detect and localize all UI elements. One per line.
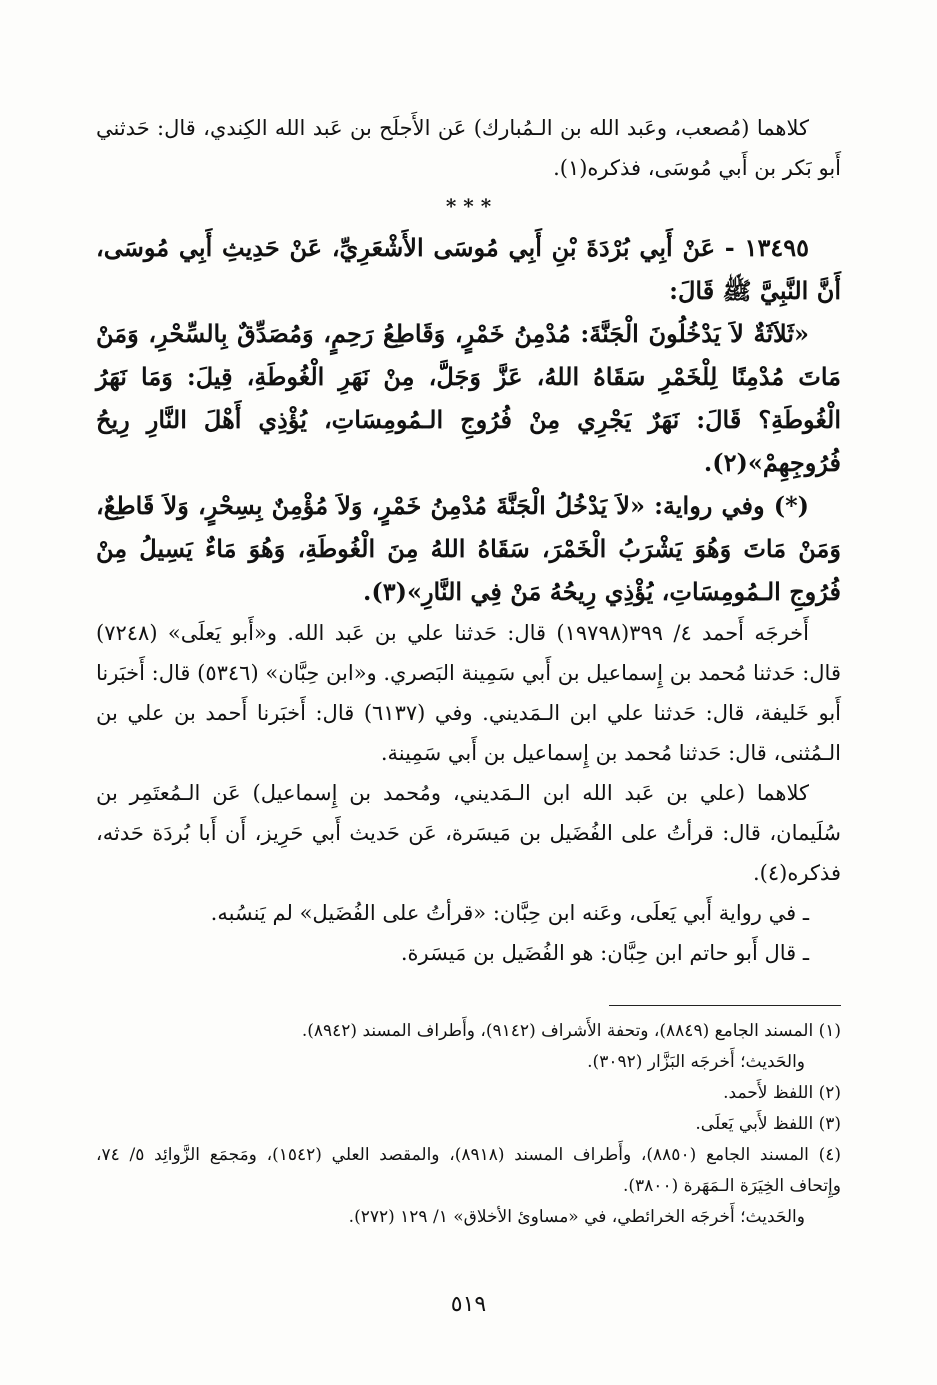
note-abu-hatim: ـ قال أَبو حاتم ابن حِبَّان: هو الفُضَيل بن مَيسَرة.	[400, 941, 809, 965]
page-number: ٥١٩	[450, 1292, 487, 1317]
footnote-divider	[609, 1005, 841, 1006]
footnote-1-continuation: والحَديث؛ أَخرجَه البَزَّار (٣٠٩٢).	[587, 1052, 805, 1072]
section-separator-stars: * * *	[445, 194, 492, 218]
footnotes	[96, 1016, 841, 1233]
hadith-variant-riwaya: (*) وفي رواية: «لاَ يَدْخُلُ الْجَنَّةَ مُدْمِنُ خَمْرٍ، وَلاَ مُؤْمِنٌ بِسِحْرٍ، وَلاَ قَاطِعٌ، وَمَنْ مَاتَ وَهُوَ يَشْرَبُ الْخَمْرَ، سَقَاهُ اللهُ مِنَ الْغُوطَةِ، وَهُوَ مَاءٌ يَسِيلُ مِنْ فُرُوجِ الـمُومِسَاتِ، يُؤْذِي رِيحُهُ مَنْ فِي النَّارِ»(٣).	[96, 491, 841, 606]
note-riwaya-abi-yala: ـ في رواية أَبي يَعلَى، وعَنه ابن حِبَّان: «قرأتُ على الفُضَيل» لم يَنسُبه.	[210, 901, 809, 925]
footnote-4-continuation: والحَديث؛ أَخرجَه الخرائطي، في «مساوئ الأخلاق» ١/ ١٢٩ (٢٧٢).	[348, 1207, 805, 1227]
paragraph-kilahuma-1: كلاهما (مُصعب، وعَبد الله بن الـمُبارك) عَن الأَجلَح بن عَبد الله الكِندي، قال: حَدثني أَبو بَكر بن أَبي مُوسَى، فذكره(١).	[96, 116, 841, 180]
takhrij-paragraph: أَخرجَه أَحمد ٤/ ٣٩٩(١٩٧٩٨) قال: حَدثنا علي بن عَبد الله. و«أَبو يَعلَى» (٧٢٤٨) قال: حَدثنا مُحمد بن إِسماعيل بن أَبي سَمِينة البَصري. و«ابن حِبَّان» (٥٣٤٦) قال: أَخبَرنا أَبو خَليفة، قال: حَدثنا علي ابن الـمَديني. وفي (٦١٣٧) قال: أَخبَرنا أَحمد بن علي بن الـمُثنى، قال: حَدثنا مُحمد بن إِسماعيل بن أَبي سَمِينة.	[96, 621, 842, 765]
footnote-3: (٣) اللفظ لأَبي يَعلَى.	[695, 1114, 841, 1134]
hadith-heading: ١٣٤٩٥ - عَنْ أَبِي بُرْدَةَ بْنِ أَبِي مُوسَى الأَشْعَرِيِّ، عَنْ حَدِيثِ أَبِي مُوسَى، أَنَّ النَّبِيَّ ﷺ قَالَ:	[96, 233, 841, 305]
paragraph-kilahuma-2: كلاهما (علي بن عَبد الله ابن الـمَديني، ومُحمد بن إِسماعيل) عَن الـمُعتَمِر بن سُلَيمان، قال: قرأتُ على الفُضَيل بن مَيسَرة، عَن حَديث أَبي حَرِيز، أَن أَبا بُردَة حَدثه، فذكره(٤).	[96, 781, 841, 885]
footnote-1: (١) المسند الجامع (٨٨٤٩)، وتحفة الأَشراف (٩١٤٢)، وأَطراف المسند (٨٩٤٢).	[301, 1021, 841, 1041]
footnote-2: (٢) اللفظ لأَحمد.	[723, 1083, 841, 1103]
footnote-4: (٤) المسند الجامع (٨٨٥٠)، وأَطراف المسند (٨٩١٨)، والمقصد العلي (١٥٤٢)، ومَجمَع الزَّوائِد ٥/ ٧٤، وإِتحاف الخِيَرَة الـمَهَرة (٣٨٠٠).	[96, 1145, 842, 1196]
hadith-text: «ثَلاَثَةٌ لاَ يَدْخُلُونَ الْجَنَّةَ: مُدْمِنُ خَمْرٍ، وَقَاطِعُ رَحِمٍ، وَمُصَدِّقٌ بِالسِّحْرِ، وَمَنْ مَاتَ مُدْمِنًا لِلْخَمْرِ سَقَاهُ اللهُ، عَزَّ وَجَلَّ، مِنْ نَهَرِ الْغُوطَةِ، قِيلَ: وَمَا نَهَرُ الْغُوطَةِ؟ قَالَ: نَهَرٌ يَجْرِي مِنْ فُرُوجِ الـمُومِسَاتِ، يُؤْذِي أَهْلَ النَّارِ رِيحُ فُرُوجِهِمْ»(٢).	[96, 319, 842, 477]
